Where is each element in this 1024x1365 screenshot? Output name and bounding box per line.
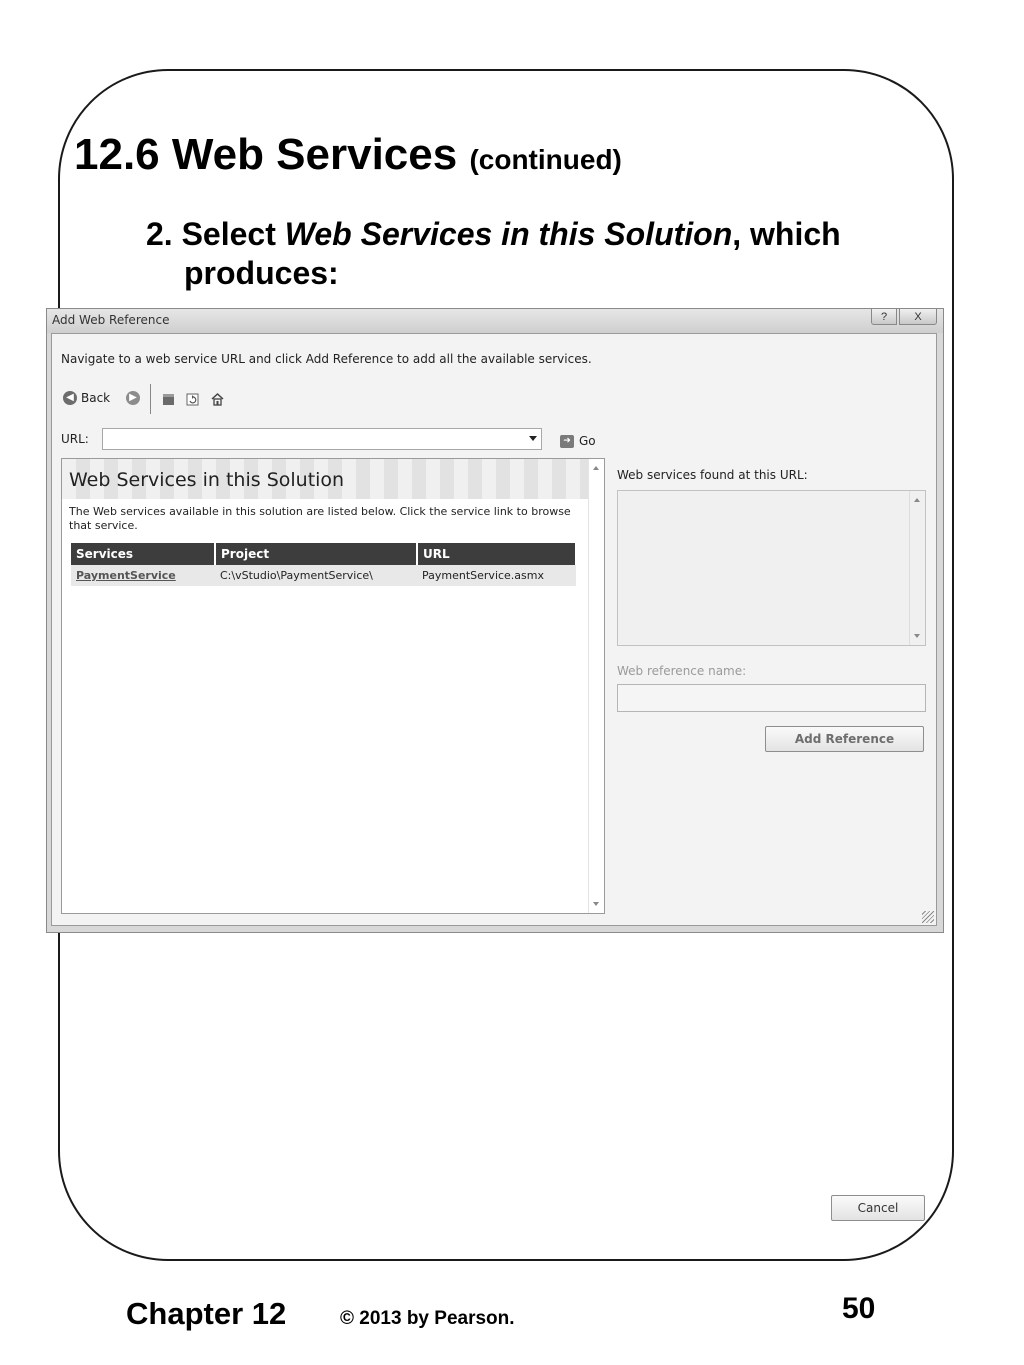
dialog-titlebar[interactable]	[47, 309, 943, 333]
service-link[interactable]: PaymentService	[76, 569, 176, 582]
navigation-toolbar	[61, 384, 261, 414]
back-button[interactable]	[63, 391, 110, 405]
slide-title	[74, 130, 622, 180]
table-header-row	[71, 543, 576, 565]
solution-description: The Web services available in this solution are listed below. Click the service link to browse that service.	[69, 505, 571, 532]
go-button[interactable]	[560, 434, 596, 448]
go-label: Go	[579, 434, 596, 448]
column-header-services: Services	[71, 543, 215, 565]
back-label: Back	[81, 391, 111, 405]
solution-heading: Web Services in this Solution	[69, 469, 345, 491]
table-row	[71, 565, 576, 586]
url-cell: PaymentService.asmx	[417, 565, 576, 586]
url-input[interactable]	[103, 429, 521, 449]
project-cell: C:\vStudio\PaymentService\	[215, 565, 417, 586]
stop-icon[interactable]	[162, 393, 175, 406]
add-web-reference-dialog	[46, 308, 944, 1215]
url-combobox[interactable]	[102, 428, 542, 450]
url-label: URL:	[61, 432, 89, 446]
instructions-text: Navigate to a web service URL and click Add Reference to add all the available services.	[61, 352, 592, 366]
help-button[interactable]: ?	[871, 309, 897, 325]
close-button[interactable]: X	[899, 309, 937, 325]
slide-title-main: 12.6 Web Services	[74, 130, 458, 179]
scroll-up-icon[interactable]	[914, 498, 920, 502]
back-arrow-icon: ◀	[63, 391, 77, 405]
toolbar-separator	[150, 384, 151, 414]
bullet-pre: Select	[181, 216, 285, 252]
reference-name-label: Web reference name:	[617, 664, 747, 678]
go-arrow-icon: ➜	[560, 435, 574, 448]
footer-chapter: Chapter 12	[126, 1296, 287, 1331]
services-table	[71, 543, 577, 586]
forward-button[interactable]	[126, 391, 140, 405]
refresh-icon[interactable]	[186, 393, 199, 406]
page-number: 50	[842, 1292, 876, 1325]
home-icon[interactable]	[210, 392, 225, 407]
bullet-line2: produces:	[184, 255, 339, 291]
column-header-project: Project	[215, 543, 417, 565]
bullet-number: 2.	[146, 216, 173, 252]
scroll-up-icon[interactable]	[593, 466, 599, 470]
chevron-down-icon[interactable]	[529, 436, 537, 441]
cancel-button[interactable]: Cancel	[831, 1195, 925, 1221]
footer-copyright: © 2013 by Pearson.	[340, 1308, 515, 1329]
dialog-client-area	[51, 333, 937, 1215]
slide-title-sub: (continued)	[469, 144, 622, 175]
scroll-down-icon[interactable]	[914, 634, 920, 638]
resize-grip-icon[interactable]	[922, 911, 934, 923]
bullet-text	[146, 215, 926, 293]
forward-arrow-icon: ▶	[126, 391, 140, 405]
browser-pane	[61, 458, 605, 914]
found-services-list[interactable]	[617, 490, 926, 646]
bullet-post: , which	[732, 216, 841, 252]
browser-scrollbar[interactable]	[588, 459, 604, 913]
bullet-italic: Web Services in this Solution	[284, 216, 733, 252]
column-header-url: URL	[417, 543, 576, 565]
add-reference-button[interactable]: Add Reference	[765, 726, 924, 752]
found-services-label: Web services found at this URL:	[617, 468, 808, 482]
service-cell	[71, 565, 215, 586]
scroll-down-icon[interactable]	[593, 902, 599, 906]
dialog-title: Add Web Reference	[52, 313, 170, 327]
found-services-scrollbar[interactable]	[909, 491, 925, 645]
reference-name-input[interactable]	[617, 684, 926, 712]
